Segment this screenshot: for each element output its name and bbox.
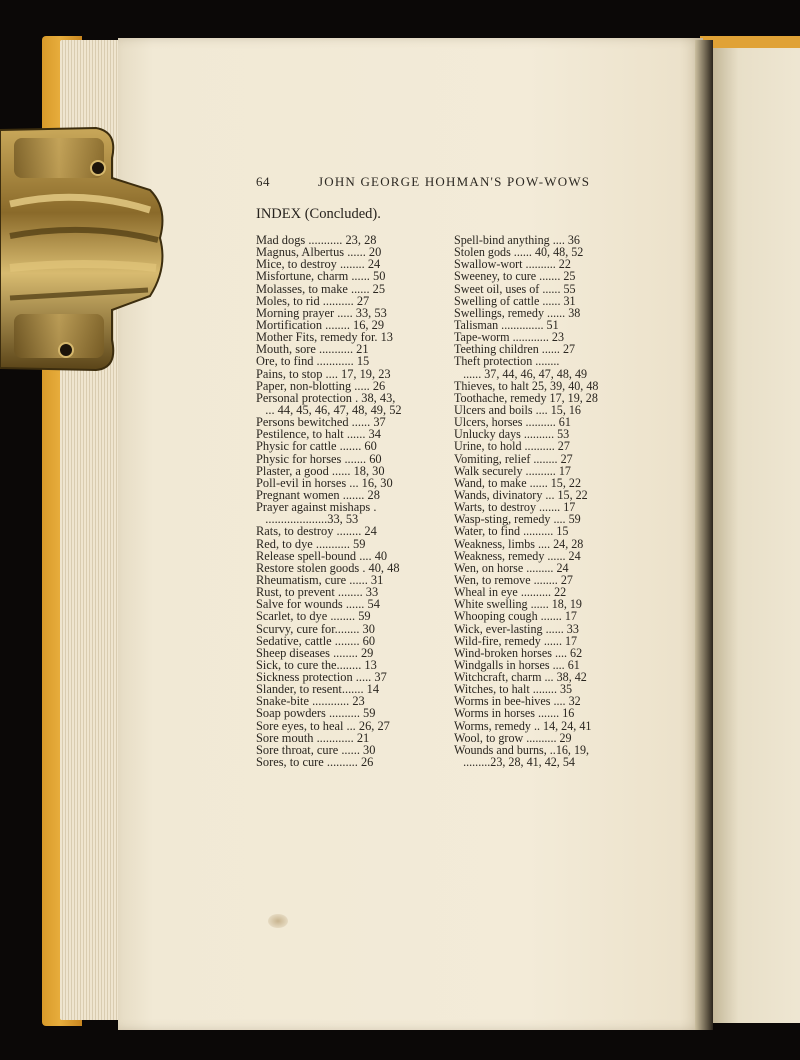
index-entry: Sore mouth ............ 21 — [256, 730, 370, 745]
index-entry: Magnus, Albertus ...... 20 — [256, 245, 382, 260]
index-entry: ... 44, 45, 46, 47, 48, 49, 52 — [256, 402, 402, 417]
index-entry: Urine, to hold .......... 27 — [454, 439, 570, 454]
index-entry: Rust, to prevent ........ 33 — [256, 585, 379, 600]
page-number: 64 — [256, 174, 270, 189]
index-entry: Scurvy, cure for........ 30 — [256, 621, 375, 636]
index-entry: Sweeney, to cure ....... 25 — [454, 269, 576, 284]
index-entry: Physic for horses ....... 60 — [256, 451, 382, 466]
index-entry: Sick, to cure the........ 13 — [256, 657, 377, 672]
facing-page — [710, 48, 800, 1023]
index-entry: Ulcers and boils .... 15, 16 — [454, 402, 581, 417]
index-entry: Worms, remedy .. 14, 24, 41 — [454, 718, 592, 733]
index-heading: INDEX (Concluded). — [256, 206, 381, 222]
index-entry: Windgalls in horses .... 61 — [454, 657, 580, 672]
index-entry: Swellings, remedy ...... 38 — [454, 305, 581, 320]
index-entry: Sickness protection ..... 37 — [256, 670, 387, 685]
running-title: JOHN GEORGE HOHMAN'S POW-WOWS — [318, 174, 591, 189]
index-entry: Pestilence, to halt ...... 34 — [256, 427, 381, 442]
index-entry: Morning prayer ..... 33, 53 — [256, 305, 387, 320]
index-entry: .........23, 28, 41, 42, 54 — [454, 755, 575, 770]
index-entry: Sedative, cattle ........ 60 — [256, 633, 376, 648]
index-entry: Wen, to remove ........ 27 — [454, 572, 573, 587]
index-entry: Weakness, limbs .... 24, 28 — [454, 536, 584, 551]
index-entry: Wasp-sting, remedy .... 59 — [454, 512, 581, 527]
index-entry: Weakness, remedy ...... 24 — [454, 548, 581, 563]
index-entry: Warts, to destroy ....... 17 — [454, 500, 576, 515]
index-entry: Wick, ever-lasting ...... 33 — [454, 621, 579, 636]
index-entry: Misfortune, charm ...... 50 — [256, 269, 386, 284]
index-entry: Mice, to destroy ........ 24 — [256, 257, 381, 272]
index-entry: Persons bewitched ...... 37 — [256, 415, 386, 430]
index-entry: Stolen gods ...... 40, 48, 52 — [454, 245, 584, 260]
index-entry: Paper, non-blotting ..... 26 — [256, 378, 386, 393]
index-entry: Worms in bee-hives .... 32 — [454, 694, 581, 709]
index-entry: Vomiting, relief ........ 27 — [454, 451, 573, 466]
index-entry: Wounds and burns, ..16, 19, — [454, 742, 590, 757]
index-entry: Salve for wounds ...... 54 — [256, 597, 380, 612]
index-entry: Wen, on horse ......... 24 — [454, 560, 569, 575]
index-entry: Molasses, to make ...... 25 — [256, 281, 386, 296]
index-entry: Teething children ...... 27 — [454, 342, 576, 357]
index-entry: Scarlet, to dye ........ 59 — [256, 609, 371, 624]
index-entry: Wool, to grow .......... 29 — [454, 730, 572, 745]
index-entry: Mother Fits, remedy for. 13 — [256, 330, 393, 345]
index-entry: Moles, to rid .......... 27 — [256, 293, 370, 308]
index-entry: Soap powders .......... 59 — [256, 706, 376, 721]
index-entry: Poll-evil in horses ... 16, 30 — [256, 475, 393, 490]
index-entry: Rheumatism, cure ...... 31 — [256, 572, 384, 587]
index-entry: Worms in horses ....... 16 — [454, 706, 575, 721]
index-entry: Ulcers, horses .......... 61 — [454, 415, 571, 430]
index-entry: Witches, to halt ........ 35 — [454, 682, 573, 697]
index-entry: Wild-fire, remedy ...... 17 — [454, 633, 578, 648]
index-entry: Wind-broken horses .... 62 — [454, 645, 583, 660]
book-gutter — [695, 40, 713, 1030]
index-entry: Witchcraft, charm ... 38, 42 — [454, 670, 587, 685]
index-entry: Red, to dye ........... 59 — [256, 536, 366, 551]
index-entry: Mouth, sore ........... 21 — [256, 342, 369, 357]
index-entry: Sweet oil, uses of ...... 55 — [454, 281, 576, 296]
index-entry: Snake-bite ............ 23 — [256, 694, 365, 709]
index-entry: Pregnant women ....... 28 — [256, 487, 380, 502]
index-entry: Physic for cattle ....... 60 — [256, 439, 377, 454]
index-column-right — [454, 234, 626, 768]
brass-clasp — [0, 118, 168, 380]
index-entry: Walk securely .......... 17 — [454, 463, 571, 478]
index-entry: Pains, to stop .... 17, 19, 23 — [256, 366, 391, 381]
index-entry: Plaster, a good ...... 18, 30 — [256, 463, 385, 478]
index-entry: Prayer against mishaps . — [256, 500, 377, 515]
index-entry: Thieves, to halt 25, 39, 40, 48 — [454, 378, 599, 393]
index-entry: ...... 37, 44, 46, 47, 48, 49 — [454, 366, 588, 381]
index-entry: Whooping cough ....... 17 — [454, 609, 577, 624]
index-entry: Release spell-bound .... 40 — [256, 548, 388, 563]
index-entry: Mortification ........ 16, 29 — [256, 317, 385, 332]
index-entry: Water, to find .......... 15 — [454, 524, 569, 539]
index-entry: Wand, to make ...... 15, 22 — [454, 475, 581, 490]
index-entry: Rats, to destroy ........ 24 — [256, 524, 377, 539]
index-entry: Personal protection . 38, 43, — [256, 390, 396, 405]
page-stain — [268, 914, 288, 928]
index-entry: White swelling ...... 18, 19 — [454, 597, 582, 612]
index-entry: Sores, to cure .......... 26 — [256, 755, 374, 770]
index-entry: ....................33, 53 — [256, 512, 359, 527]
index-entry: Theft protection ........ — [454, 354, 560, 369]
running-head — [256, 174, 696, 190]
index-entry: Ore, to find ............ 15 — [256, 354, 370, 369]
index-entry: Unlucky days .......... 53 — [454, 427, 570, 442]
index-entry: Sheep diseases ........ 29 — [256, 645, 374, 660]
index-column-left — [256, 234, 440, 768]
index-entry: Mad dogs ........... 23, 28 — [256, 233, 377, 247]
index-entry: Wands, divinatory ... 15, 22 — [454, 487, 588, 502]
index-entry: Slander, to resent....... 14 — [256, 682, 380, 697]
index-entry: Talisman .............. 51 — [454, 317, 559, 332]
index-entry: Spell-bind anything .... 36 — [454, 233, 580, 247]
index-entry: Swallow-wort .......... 22 — [454, 257, 571, 272]
index-entry: Swelling of cattle ...... 31 — [454, 293, 576, 308]
index-entry: Toothache, remedy 17, 19, 28 — [454, 390, 598, 405]
index-entry: Tape-worm ............ 23 — [454, 330, 564, 345]
index-entry: Sore eyes, to heal ... 26, 27 — [256, 718, 390, 733]
index-entry: Sore throat, cure ...... 30 — [256, 742, 376, 757]
index-entry: Wheal in eye .......... 22 — [454, 585, 567, 600]
index-entry: Restore stolen goods . 40, 48 — [256, 560, 400, 575]
